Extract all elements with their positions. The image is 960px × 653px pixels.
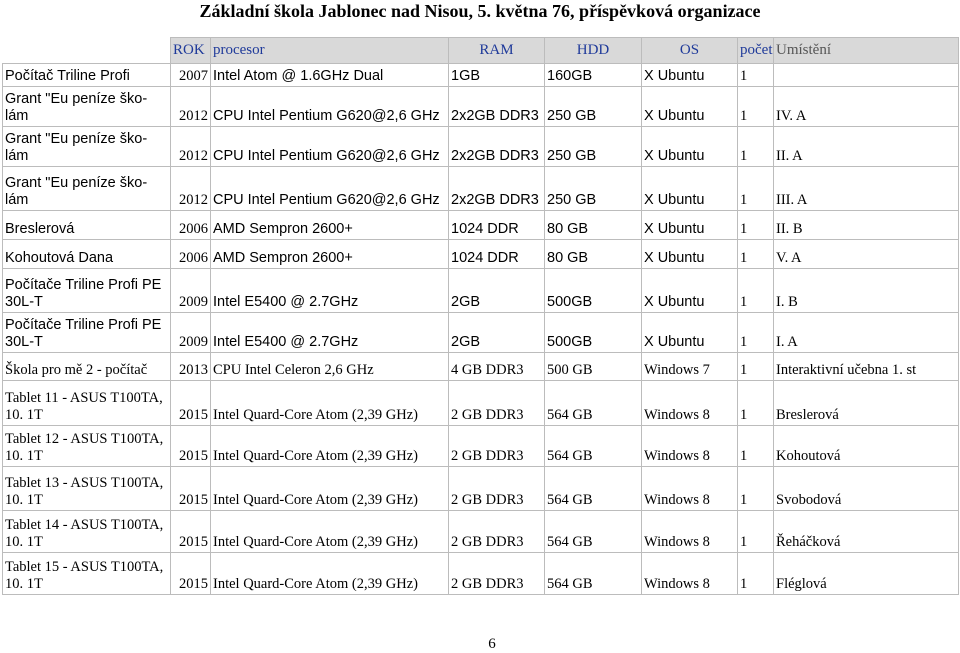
cell-hdd: 500GB [545, 313, 642, 353]
cell-os: Windows 8 [642, 553, 738, 595]
cell-name: Grant "Eu peníze ško-lám [3, 87, 171, 127]
cell-name: Kohoutová Dana [3, 240, 171, 269]
cell-ram: 4 GB DDR3 [449, 353, 545, 381]
cell-processor: Intel Quard-Core Atom (2,39 GHz) [211, 381, 449, 426]
cell-name: Tablet 14 - ASUS T100TA, 10. 1T [3, 511, 171, 553]
cell-year: 2012 [171, 127, 211, 167]
cell-count: 1 [738, 167, 774, 211]
cell-os: Windows 7 [642, 353, 738, 381]
cell-location: V. A [774, 240, 959, 269]
table-row [3, 87, 959, 127]
cell-hdd: 564 GB [545, 467, 642, 511]
cell-name: Tablet 12 - ASUS T100TA, 10. 1T [3, 426, 171, 467]
cell-processor: Intel Quard-Core Atom (2,39 GHz) [211, 467, 449, 511]
cell-count: 1 [738, 240, 774, 269]
cell-ram: 2x2GB DDR3 [449, 167, 545, 211]
cell-ram: 2 GB DDR3 [449, 467, 545, 511]
cell-os: X Ubuntu [642, 64, 738, 87]
cell-processor: Intel Quard-Core Atom (2,39 GHz) [211, 511, 449, 553]
cell-count: 1 [738, 64, 774, 87]
table-header-row [3, 38, 959, 64]
cell-os: X Ubuntu [642, 269, 738, 313]
cell-name: Počítače Triline Profi PE 30L-T [3, 313, 171, 353]
cell-processor: CPU Intel Pentium G620@2,6 GHz [211, 127, 449, 167]
cell-hdd: 500GB [545, 269, 642, 313]
cell-os: X Ubuntu [642, 240, 738, 269]
cell-location: Kohoutová [774, 426, 959, 467]
cell-location: I. B [774, 269, 959, 313]
cell-ram: 1GB [449, 64, 545, 87]
cell-location: Fléglová [774, 553, 959, 595]
cell-name: Grant "Eu peníze ško-lám [3, 127, 171, 167]
table-row [3, 553, 959, 595]
cell-year: 2015 [171, 553, 211, 595]
cell-hdd: 564 GB [545, 511, 642, 553]
cell-count: 1 [738, 426, 774, 467]
cell-year: 2015 [171, 426, 211, 467]
cell-name: Škola pro mě 2 - počítač [3, 353, 171, 381]
cell-count: 1 [738, 381, 774, 426]
table-row [3, 167, 959, 211]
cell-count: 1 [738, 211, 774, 240]
cell-location: I. A [774, 313, 959, 353]
cell-processor: Intel Atom @ 1.6GHz Dual [211, 64, 449, 87]
cell-processor: AMD Sempron 2600+ [211, 211, 449, 240]
cell-year: 2009 [171, 313, 211, 353]
header-cell-blank [3, 38, 171, 64]
cell-os: X Ubuntu [642, 313, 738, 353]
cell-year: 2006 [171, 211, 211, 240]
cell-count: 1 [738, 511, 774, 553]
cell-processor: AMD Sempron 2600+ [211, 240, 449, 269]
inventory-table [2, 37, 959, 595]
cell-year: 2009 [171, 269, 211, 313]
header-cell-pocet: počet [738, 38, 774, 64]
cell-location: III. A [774, 167, 959, 211]
cell-name: Breslerová [3, 211, 171, 240]
table-row [3, 426, 959, 467]
header-cell-rok: ROK [171, 38, 211, 64]
inventory-table-body [3, 38, 959, 595]
cell-year: 2015 [171, 467, 211, 511]
cell-name: Grant "Eu peníze ško-lám [3, 167, 171, 211]
cell-count: 1 [738, 553, 774, 595]
cell-name: Počítač Triline Profi [3, 64, 171, 87]
cell-hdd: 564 GB [545, 426, 642, 467]
cell-ram: 2 GB DDR3 [449, 511, 545, 553]
cell-processor: CPU Intel Celeron 2,6 GHz [211, 353, 449, 381]
cell-processor: Intel E5400 @ 2.7GHz [211, 269, 449, 313]
cell-year: 2015 [171, 511, 211, 553]
cell-ram: 1024 DDR [449, 240, 545, 269]
cell-os: Windows 8 [642, 426, 738, 467]
cell-name: Tablet 11 - ASUS T100TA, 10. 1T [3, 381, 171, 426]
cell-ram: 2GB [449, 269, 545, 313]
header-cell-procesor: procesor [211, 38, 449, 64]
cell-year: 2013 [171, 353, 211, 381]
cell-ram: 2x2GB DDR3 [449, 87, 545, 127]
cell-os: Windows 8 [642, 381, 738, 426]
table-row [3, 269, 959, 313]
document-title: Základní škola Jablonec nad Nisou, 5. května 76, příspěvková organizace [199, 1, 761, 21]
cell-hdd: 250 GB [545, 167, 642, 211]
cell-year: 2007 [171, 64, 211, 87]
cell-count: 1 [738, 269, 774, 313]
cell-hdd: 564 GB [545, 553, 642, 595]
table-row [3, 467, 959, 511]
cell-os: X Ubuntu [642, 127, 738, 167]
cell-hdd: 80 GB [545, 240, 642, 269]
page-number: 6 [488, 636, 496, 652]
cell-location: Interaktivní učebna 1. st [774, 353, 959, 381]
cell-name: Tablet 13 - ASUS T100TA, 10. 1T [3, 467, 171, 511]
cell-count: 1 [738, 87, 774, 127]
cell-os: X Ubuntu [642, 167, 738, 211]
cell-hdd: 250 GB [545, 87, 642, 127]
cell-count: 1 [738, 353, 774, 381]
cell-processor: Intel E5400 @ 2.7GHz [211, 313, 449, 353]
table-row [3, 64, 959, 87]
table-row [3, 511, 959, 553]
cell-hdd: 160GB [545, 64, 642, 87]
cell-count: 1 [738, 127, 774, 167]
table-row [3, 353, 959, 381]
cell-ram: 2 GB DDR3 [449, 381, 545, 426]
cell-ram: 2GB [449, 313, 545, 353]
table-row [3, 240, 959, 269]
cell-os: X Ubuntu [642, 211, 738, 240]
cell-location: Svobodová [774, 467, 959, 511]
table-row [3, 313, 959, 353]
cell-location: II. B [774, 211, 959, 240]
cell-hdd: 564 GB [545, 381, 642, 426]
cell-hdd: 500 GB [545, 353, 642, 381]
header-cell-umisteni: Umístění [774, 38, 959, 64]
cell-ram: 2 GB DDR3 [449, 553, 545, 595]
cell-processor: Intel Quard-Core Atom (2,39 GHz) [211, 553, 449, 595]
cell-location: Řeháčková [774, 511, 959, 553]
cell-location [774, 64, 959, 87]
cell-location: Breslerová [774, 381, 959, 426]
cell-name: Tablet 15 - ASUS T100TA, 10. 1T [3, 553, 171, 595]
table-row [3, 127, 959, 167]
cell-os: X Ubuntu [642, 87, 738, 127]
cell-ram: 2 GB DDR3 [449, 426, 545, 467]
cell-count: 1 [738, 313, 774, 353]
cell-os: Windows 8 [642, 467, 738, 511]
cell-year: 2012 [171, 87, 211, 127]
table-row [3, 381, 959, 426]
cell-os: Windows 8 [642, 511, 738, 553]
cell-hdd: 80 GB [545, 211, 642, 240]
header-cell-hdd: HDD [545, 38, 642, 64]
table-row [3, 211, 959, 240]
cell-ram: 1024 DDR [449, 211, 545, 240]
cell-location: II. A [774, 127, 959, 167]
cell-year: 2015 [171, 381, 211, 426]
header-cell-os: OS [642, 38, 738, 64]
cell-processor: Intel Quard-Core Atom (2,39 GHz) [211, 426, 449, 467]
cell-processor: CPU Intel Pentium G620@2,6 GHz [211, 87, 449, 127]
header-cell-ram: RAM [449, 38, 545, 64]
cell-processor: CPU Intel Pentium G620@2,6 GHz [211, 167, 449, 211]
cell-year: 2006 [171, 240, 211, 269]
cell-count: 1 [738, 467, 774, 511]
cell-ram: 2x2GB DDR3 [449, 127, 545, 167]
cell-location: IV. A [774, 87, 959, 127]
cell-year: 2012 [171, 167, 211, 211]
cell-name: Počítače Triline Profi PE 30L-T [3, 269, 171, 313]
cell-hdd: 250 GB [545, 127, 642, 167]
